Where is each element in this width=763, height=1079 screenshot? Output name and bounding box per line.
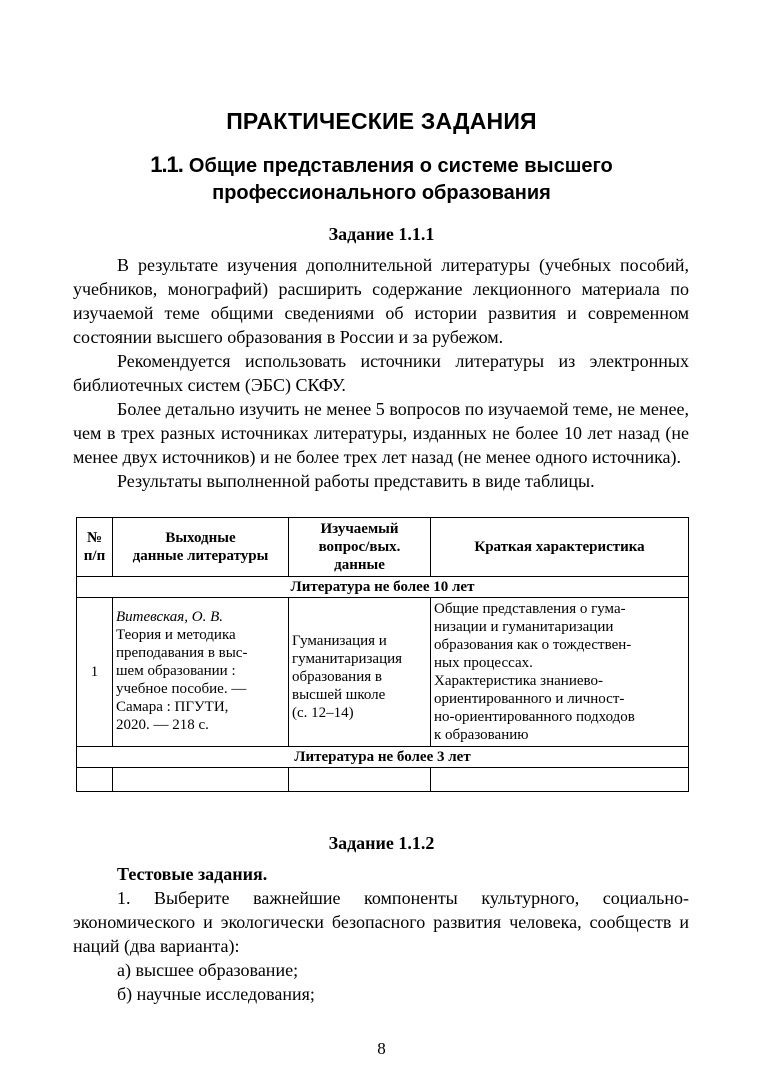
row-source-author: Витевская, О. В. [116,609,223,625]
row-summary-line: образования как о тождествен- [434,637,632,653]
test-option-b: б) научные исследования; [117,984,315,1004]
header-question-line1: Изучаемый [320,521,399,537]
task-1-paragraph-4: Результаты выполненной работы представить в виде таблицы. [117,471,595,491]
row-summary-line: к образованию [434,727,529,743]
header-summary: Краткая характеристика [431,518,689,577]
row-source [113,598,289,747]
row-summary-line: но-ориентированного подходов [434,709,635,725]
section-label-10-years: Литература не более 10 лет [77,577,689,598]
row-question-line: (с. 12–14) [292,705,354,721]
table-section-row-3 [77,747,689,768]
section-number: 1.1. [150,152,183,177]
row-summary [431,598,689,747]
header-question-line3: данные [334,557,385,573]
task-1-paragraph-1: В результате изучения дополнительной литературы (учебных пособий, учебников, монографий) расширить содержание лекционного материала по изучаемой теме общими сведениями об истории развития и современном состоянии высшего образования в России и за рубежом. [73,255,689,347]
header-number-line2: п/п [83,548,106,564]
header-source [113,518,289,577]
row-question-line: гуманитаризация [292,651,403,667]
header-source-line2: данные литературы [132,548,269,564]
task-1-body [73,253,689,493]
header-source-line1: Выходные [165,530,236,546]
row-number: 1 [77,598,113,747]
row-source-line: учебное пособие. — [116,681,247,697]
header-question-line2: вопрос/вых. [318,539,401,555]
section-title-line2: профессионального образования [212,182,551,204]
table-section-row-10 [77,577,689,598]
row-question-line: высшей школе [292,687,386,703]
task-2-body [73,862,689,1006]
page-heading: ПРАКТИЧЕСКИЕ ЗАДАНИЯ [226,108,537,134]
row-summary-line: ных процессах. [434,655,533,671]
empty-cell [77,768,113,792]
table-header-row [77,518,689,577]
row-question-line: образования в [292,669,382,685]
row-summary-line: Характеристика знаниево- [434,673,603,689]
section-title-line1: Общие представления о системе высшего [188,155,613,177]
empty-cell [113,768,289,792]
task-1-paragraph-3: Более детально изучить не менее 5 вопросов по изучаемой теме, не менее, чем в трех разных источниках литературы, изданных не более 10 лет назад (не менее двух источников) и не более трех лет назад (не менее одного источника). [73,399,689,467]
header-number [77,518,113,577]
header-question [289,518,431,577]
task-2-subtitle: Тестовые задания. [117,864,268,884]
section-label-3-years: Литература не более 3 лет [77,747,689,768]
empty-cell [289,768,431,792]
row-summary-line: ориентированного и личност- [434,691,625,707]
row-summary-line: Общие представления о гума- [434,601,626,617]
table-empty-row [77,768,689,792]
task-1-paragraph-2: Рекомендуется использовать источники литературы из электронных библиотечных систем (ЭБС) СКФУ. [73,351,689,395]
header-number-line1: № [86,530,103,546]
row-question-line: Гуманизация и [292,633,387,649]
table-row [77,598,689,747]
section-heading [90,151,673,207]
test-option-a: а) высшее образование; [117,960,299,980]
literature-table [76,517,689,792]
empty-cell [431,768,689,792]
row-source-line: преподавания в выс- [116,645,248,661]
task-2-title: Задание 1.1.2 [328,833,435,853]
row-source-line: 2020. — 218 с. [116,717,209,733]
row-question [289,598,431,747]
row-source-line: шем образовании : [116,663,236,679]
row-summary-line: низации и гуманитаризации [434,619,614,635]
test-question-1: 1. Выберите важнейшие компоненты культурного, социально-экономического и экологически безопасного развития человека, сообществ и наций (два варианта): [73,888,689,956]
row-source-line: Самара : ПГУТИ, [116,699,229,715]
task-1-title: Задание 1.1.1 [328,224,435,244]
row-source-line: Теория и методика [116,627,236,643]
page-number: 8 [377,1039,386,1058]
